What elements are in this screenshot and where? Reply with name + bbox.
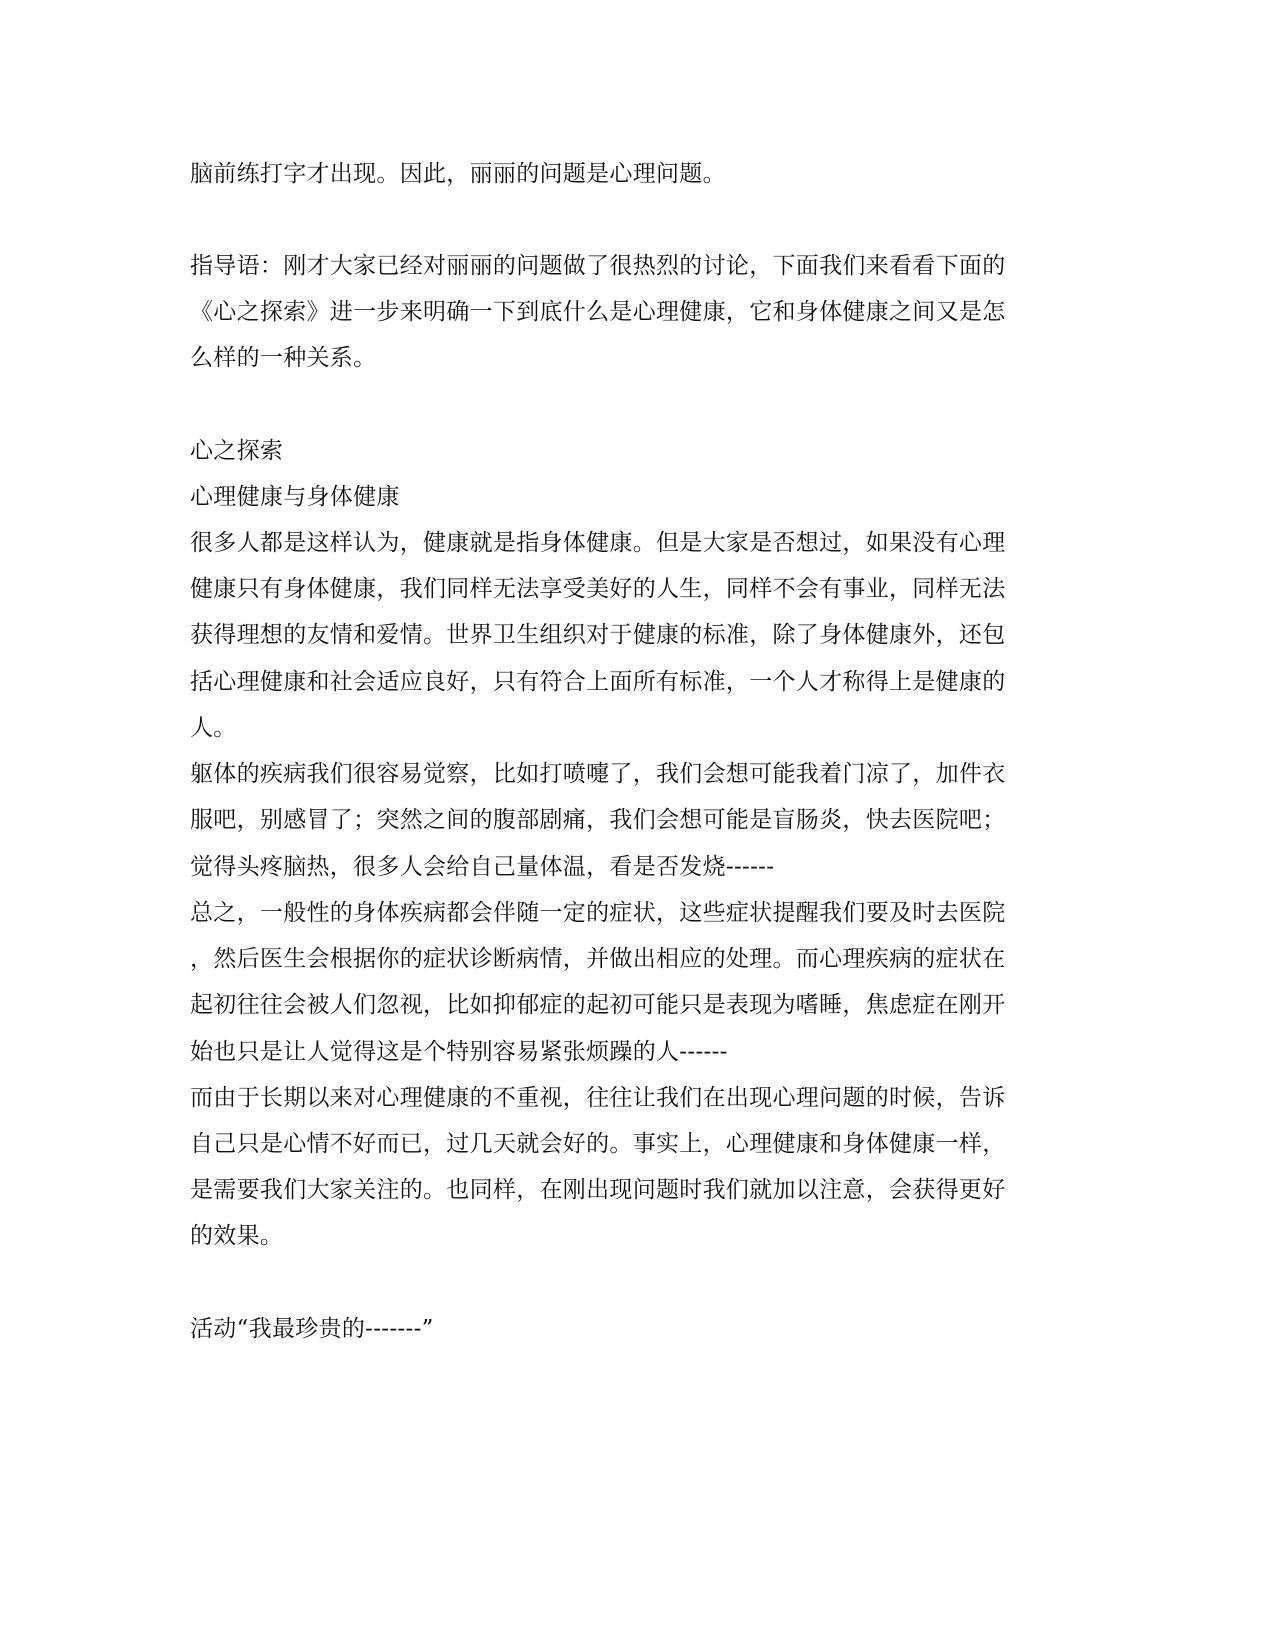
text-line: 么样的一种关系。 [190, 345, 377, 371]
section-title: 心之探索 [190, 438, 284, 464]
text-line: 脑前练打字才出现。因此，丽丽的问题是心理问题。 [190, 161, 726, 187]
text-line: 《心之探索》进一步来明确一下到底什么是心理健康，它和身体健康之间又是怎 [190, 299, 1006, 325]
text-line: 获得理想的友情和爱情。世界卫生组织对于健康的标准，除了身体健康外，还包 [190, 622, 1006, 648]
text-line: 人。 [190, 715, 237, 741]
text-line: 健康只有身体健康，我们同样无法享受美好的人生，同样不会有事业，同样无法 [190, 576, 1006, 602]
text-line: 始也只是让人觉得这是个特别容易紧张烦躁的人------ [190, 1039, 728, 1065]
text-line: 括心理健康和社会适应良好，只有符合上面所有标准，一个人才称得上是健康的 [190, 669, 1006, 695]
text-line: 觉得头疼脑热，很多人会给自己量体温，看是否发烧------ [190, 854, 775, 880]
text-line: 指导语：刚才大家已经对丽丽的问题做了很热烈的讨论，下面我们来看看下面的 [190, 253, 1006, 279]
text-line: 很多人都是这样认为，健康就是指身体健康。但是大家是否想过，如果没有心理 [190, 530, 1006, 556]
text-line: ，然后医生会根据你的症状诊断病情，并做出相应的处理。而心理疾病的症状在 [190, 946, 1006, 972]
text-line: 总之，一般性的身体疾病都会伴随一定的症状，这些症状提醒我们要及时去医院 [190, 900, 1006, 926]
text-line: 自己只是心情不好而已，过几天就会好的。事实上，心理健康和身体健康一样， [190, 1131, 1006, 1157]
text-line: 而由于长期以来对心理健康的不重视，往往让我们在出现心理问题的时候，告诉 [190, 1085, 1006, 1111]
activity-heading: 活动“我最珍贵的-------” [190, 1316, 434, 1342]
text-line: 是需要我们大家关注的。也同样，在刚出现问题时我们就加以注意，会获得更好 [190, 1177, 1006, 1203]
text-line: 服吧，别感冒了；突然之间的腹部剧痛，我们会想可能是盲肠炎，快去医院吧； [190, 807, 1006, 833]
text-line: 起初往往会被人们忽视，比如抑郁症的起初可能只是表现为嗜睡，焦虑症在刚开 [190, 992, 1006, 1018]
section-subtitle: 心理健康与身体健康 [190, 484, 400, 510]
text-line: 躯体的疾病我们很容易觉察，比如打喷嚏了，我们会想可能我着门凉了，加件衣 [190, 761, 1006, 787]
text-line: 的效果。 [190, 1223, 284, 1249]
